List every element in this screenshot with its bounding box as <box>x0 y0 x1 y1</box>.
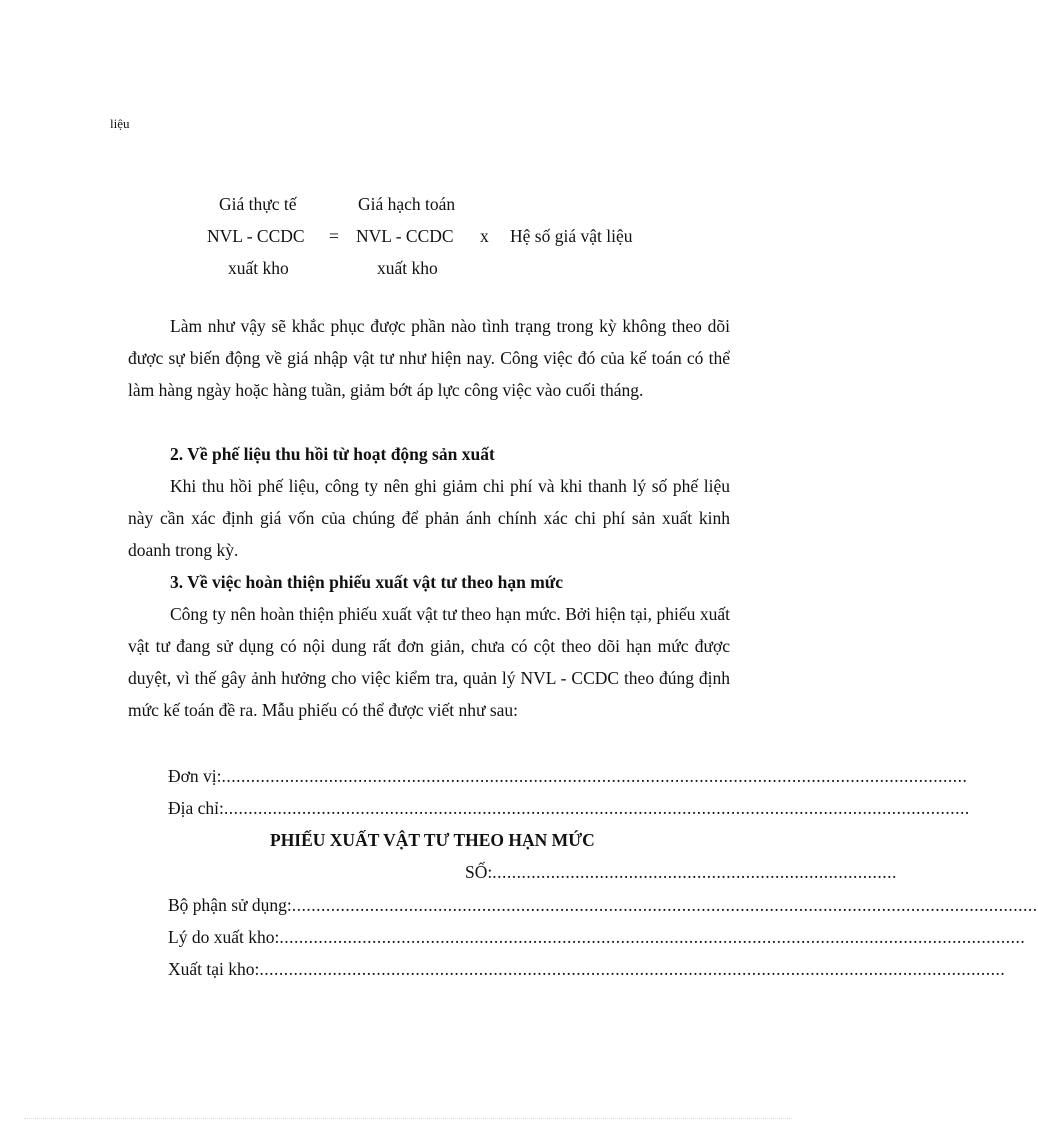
field-label: Xuất tại kho: <box>168 959 260 979</box>
dotted-line: ......................................................................................................................................................... <box>223 798 970 818</box>
dotted-line: ......................................................................................................................................................... <box>291 895 1038 915</box>
field-dia-chi <box>168 798 970 819</box>
formula-left-top: Giá thực tế <box>219 194 297 214</box>
field-label: Bộ phận sử dụng: <box>168 895 292 915</box>
formula-right-top: Giá hạch toán <box>358 194 456 214</box>
field-label: Địa chỉ: <box>168 798 224 818</box>
dotted-line: ......................................................................................................................................................... <box>279 927 1026 947</box>
field-bo-phan <box>168 895 1038 916</box>
dotted-line: ......................................................................................................................................................... <box>259 959 1006 979</box>
paragraph-1: Làm như vậy sẽ khắc phục được phần nào tình trạng trong kỳ không theo dõi được sự biến động về giá nhập vật tư như hiện nay. Công việc đó của kế toán có thể làm hàng ngày hoặc hàng tuần, giảm bớt áp lực công việc vào cuối tháng. <box>128 316 730 400</box>
formula-left-mid: NVL - CCDC <box>207 226 305 246</box>
form-title: PHIẾU XUẤT VẬT TƯ THEO HẠN MỨC <box>270 830 595 850</box>
field-label: Đơn vị: <box>168 766 222 786</box>
heading-3: 3. Về việc hoàn thiện phiếu xuất vật tư theo hạn mức <box>170 572 564 592</box>
paragraph-2: Khi thu hồi phế liệu, công ty nên ghi giảm chi phí và khi thanh lý số phế liệu này cần xác định giá vốn của chúng để phản ánh chính xác chi phí sản xuất kinh doanh trong kỳ. <box>128 476 730 560</box>
formula-right-bot: xuất kho <box>377 258 438 278</box>
formula-equals: = <box>329 226 339 246</box>
dotted-line: ......................................................................................................................................................... <box>221 766 968 786</box>
heading-2: 2. Về phế liệu thu hồi từ hoạt động sản xuất <box>170 444 495 464</box>
page-fragment: liệu <box>110 116 130 131</box>
field-don-vi <box>168 766 968 787</box>
formula-left-bot: xuất kho <box>228 258 289 278</box>
formula-times: x <box>480 226 489 246</box>
formula-right-mid: NVL - CCDC <box>356 226 454 246</box>
dotted-line: ................................................................................... <box>492 862 897 882</box>
formula-coefficient: Hệ số giá vật liệu <box>510 226 633 246</box>
field-so <box>465 862 897 883</box>
field-label: Lý do xuất kho: <box>168 927 280 947</box>
page-footer-divider <box>24 1118 792 1119</box>
field-label: SỐ: <box>465 862 493 882</box>
field-ly-do <box>168 927 1026 948</box>
paragraph-3: Công ty nên hoàn thiện phiếu xuất vật tư theo hạn mức. Bởi hiện tại, phiếu xuất vật tư đang sử dụng có nội dung rất đơn giản, chưa có cột theo dõi hạn mức được duyệt, vì thế gây ảnh hưởng cho việc kiểm tra, quản lý NVL - CCDC theo đúng định mức kế toán đề ra. Mẫu phiếu có thể được viết như sau: <box>128 604 730 720</box>
field-xuat-tai <box>168 959 1006 980</box>
